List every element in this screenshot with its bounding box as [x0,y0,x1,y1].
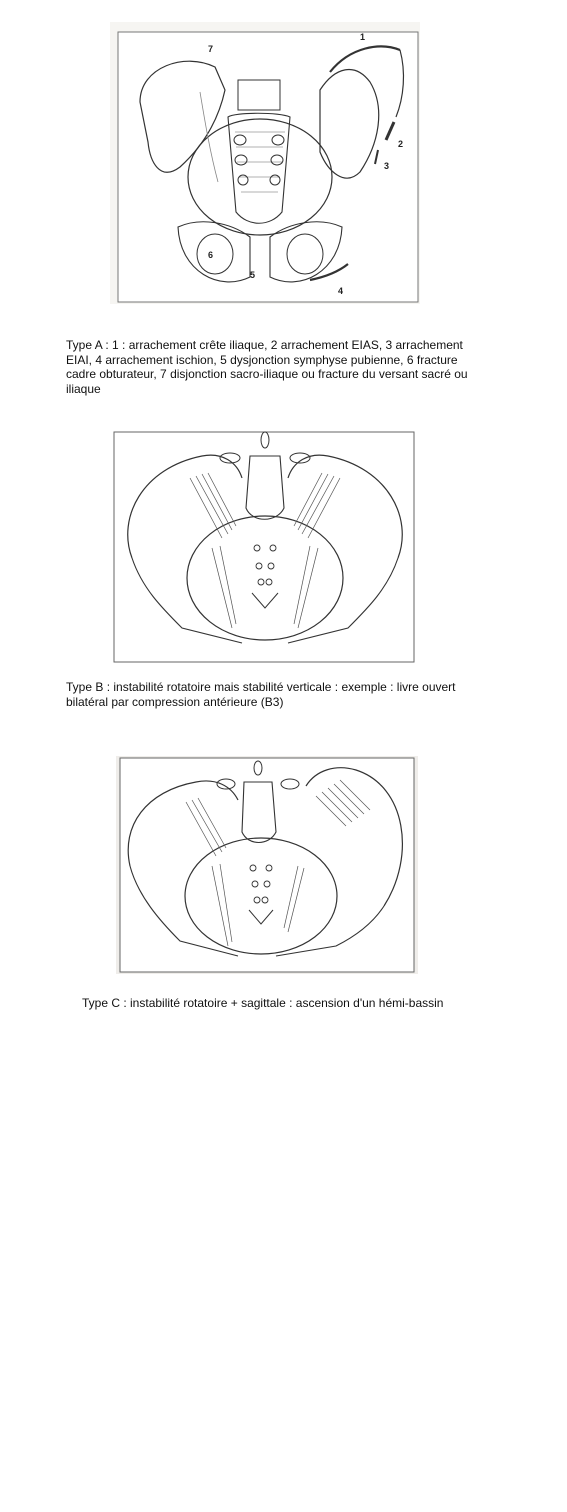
label-7: 7 [208,44,214,54]
pelvis-figure-type-a [110,22,420,304]
caption-type-a: Type A : 1 : arrachement crête iliaque, 2 arrachement EIAS, 3 arrachement EIAI, 4 arrachement ischion, 5 dysjonction symphyse pubienne, 6 fracture cadre obturateur, 7 disjonction sacro-iliaque ou fracture du versant sacré ou iliaque [66,338,468,396]
label-4: 4 [338,286,344,296]
pelvis-figure-type-c [116,756,418,974]
pelvis-diagram-type-c [116,756,418,974]
caption-type-b: Type B : instabilité rotatoire mais stabilité verticale : exemple : livre ouvert bilatéral par compression antérieure (B3) [66,680,456,709]
label-2: 2 [398,139,404,149]
label-3: 3 [384,161,390,171]
pelvis-figure-type-b [112,428,418,666]
label-1: 1 [360,32,366,42]
pelvis-diagram-type-b [112,428,418,666]
label-5: 5 [250,270,256,280]
label-6: 6 [208,250,214,260]
pelvis-diagram-type-a [110,22,420,304]
caption-type-c: Type C : instabilité rotatoire + sagittale : ascension d'un hémi-bassin [82,996,444,1010]
